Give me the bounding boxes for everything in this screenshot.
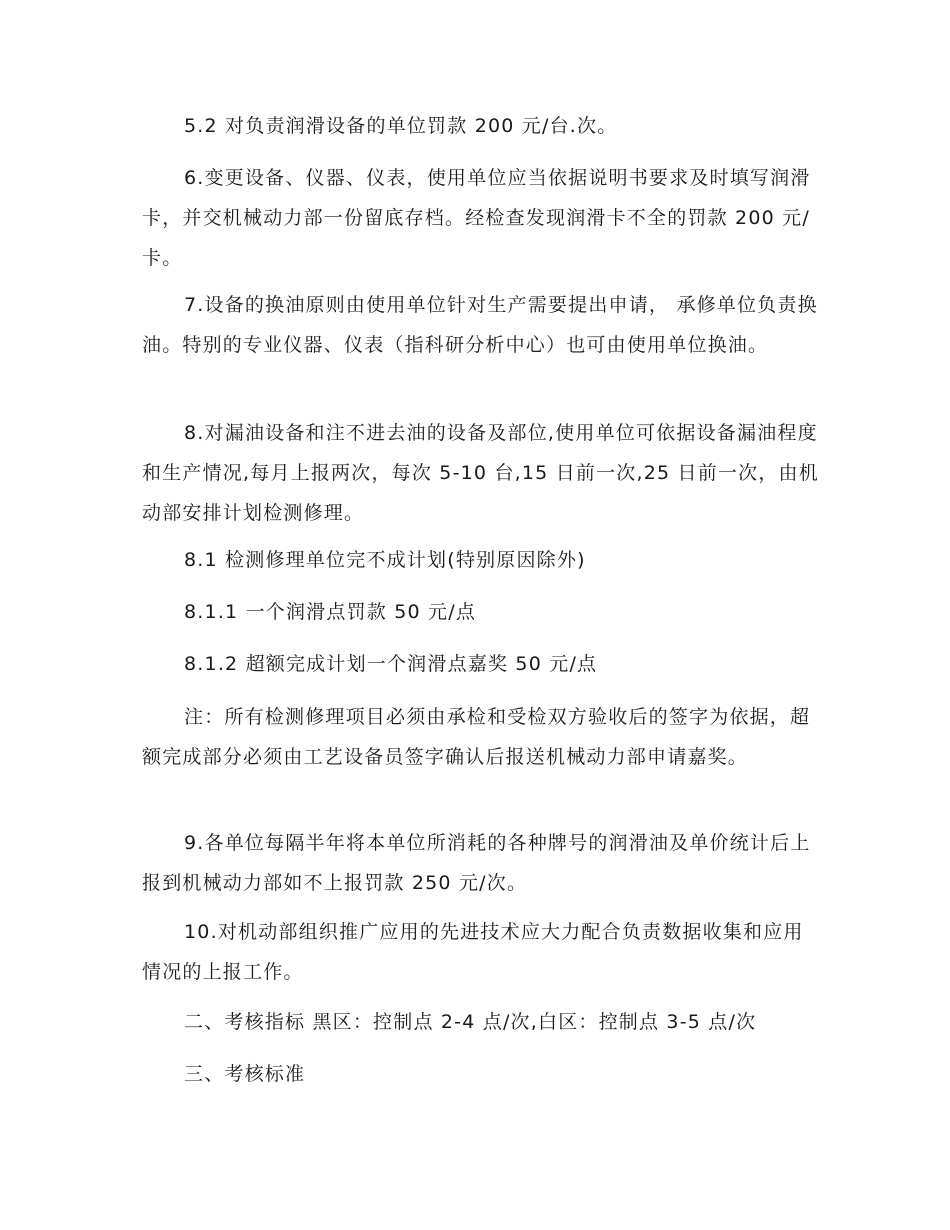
paragraph-note: 注：所有检测修理项目必须由承检和受检双方验收后的签字为依据，超额完成部分必须由工艺设备员签字确认后报送机械动力部申请嘉奖。	[142, 706, 811, 768]
paragraph-7: 7.设备的换油原则由使用单位针对生产需要提出申请， 承修单位负责换油。特别的专业仪器、仪表（指科研分析中心）也可由使用单位换油。	[142, 294, 818, 356]
paragraph-8-1: 8.1 检测修理单位完不成计划(特别原因除外)	[184, 549, 586, 571]
section-assessment-standards: 三、考核标准	[184, 1063, 306, 1085]
paragraph-6: 6.变更设备、仪器、仪表，使用单位应当依据说明书要求及时填写润滑卡，并交机械动力部一份留底存档。经检查发现润滑卡不全的罚款 200 元/卡。	[142, 167, 811, 269]
paragraph-5-2: 5.2 对负责润滑设备的单位罚款 200 元/台.次。	[184, 115, 618, 137]
paragraph-8: 8.对漏油设备和注不进去油的设备及部位,使用单位可依据设备漏油程度和生产情况,每月上报两次，每次 5-10 台,15 日前一次,25 日前一次，由机动部安排计划检测修理。	[142, 422, 819, 524]
paragraph-8-1-2: 8.1.2 超额完成计划一个润滑点嘉奖 50 元/点	[184, 653, 598, 675]
section-assessment-indicators: 二、考核指标 黑区：控制点 2-4 点/次,白区：控制点 3-5 点/次	[184, 1011, 757, 1033]
paragraph-9: 9.各单位每隔半年将本单位所消耗的各种牌号的润滑油及单价统计后上报到机械动力部如不上报罚款 250 元/次。	[142, 832, 811, 894]
paragraph-10: 10.对机动部组织推广应用的先进技术应大力配合负责数据收集和应用情况的上报工作。	[142, 921, 804, 983]
paragraph-8-1-1: 8.1.1 一个润滑点罚款 50 元/点	[184, 601, 477, 623]
